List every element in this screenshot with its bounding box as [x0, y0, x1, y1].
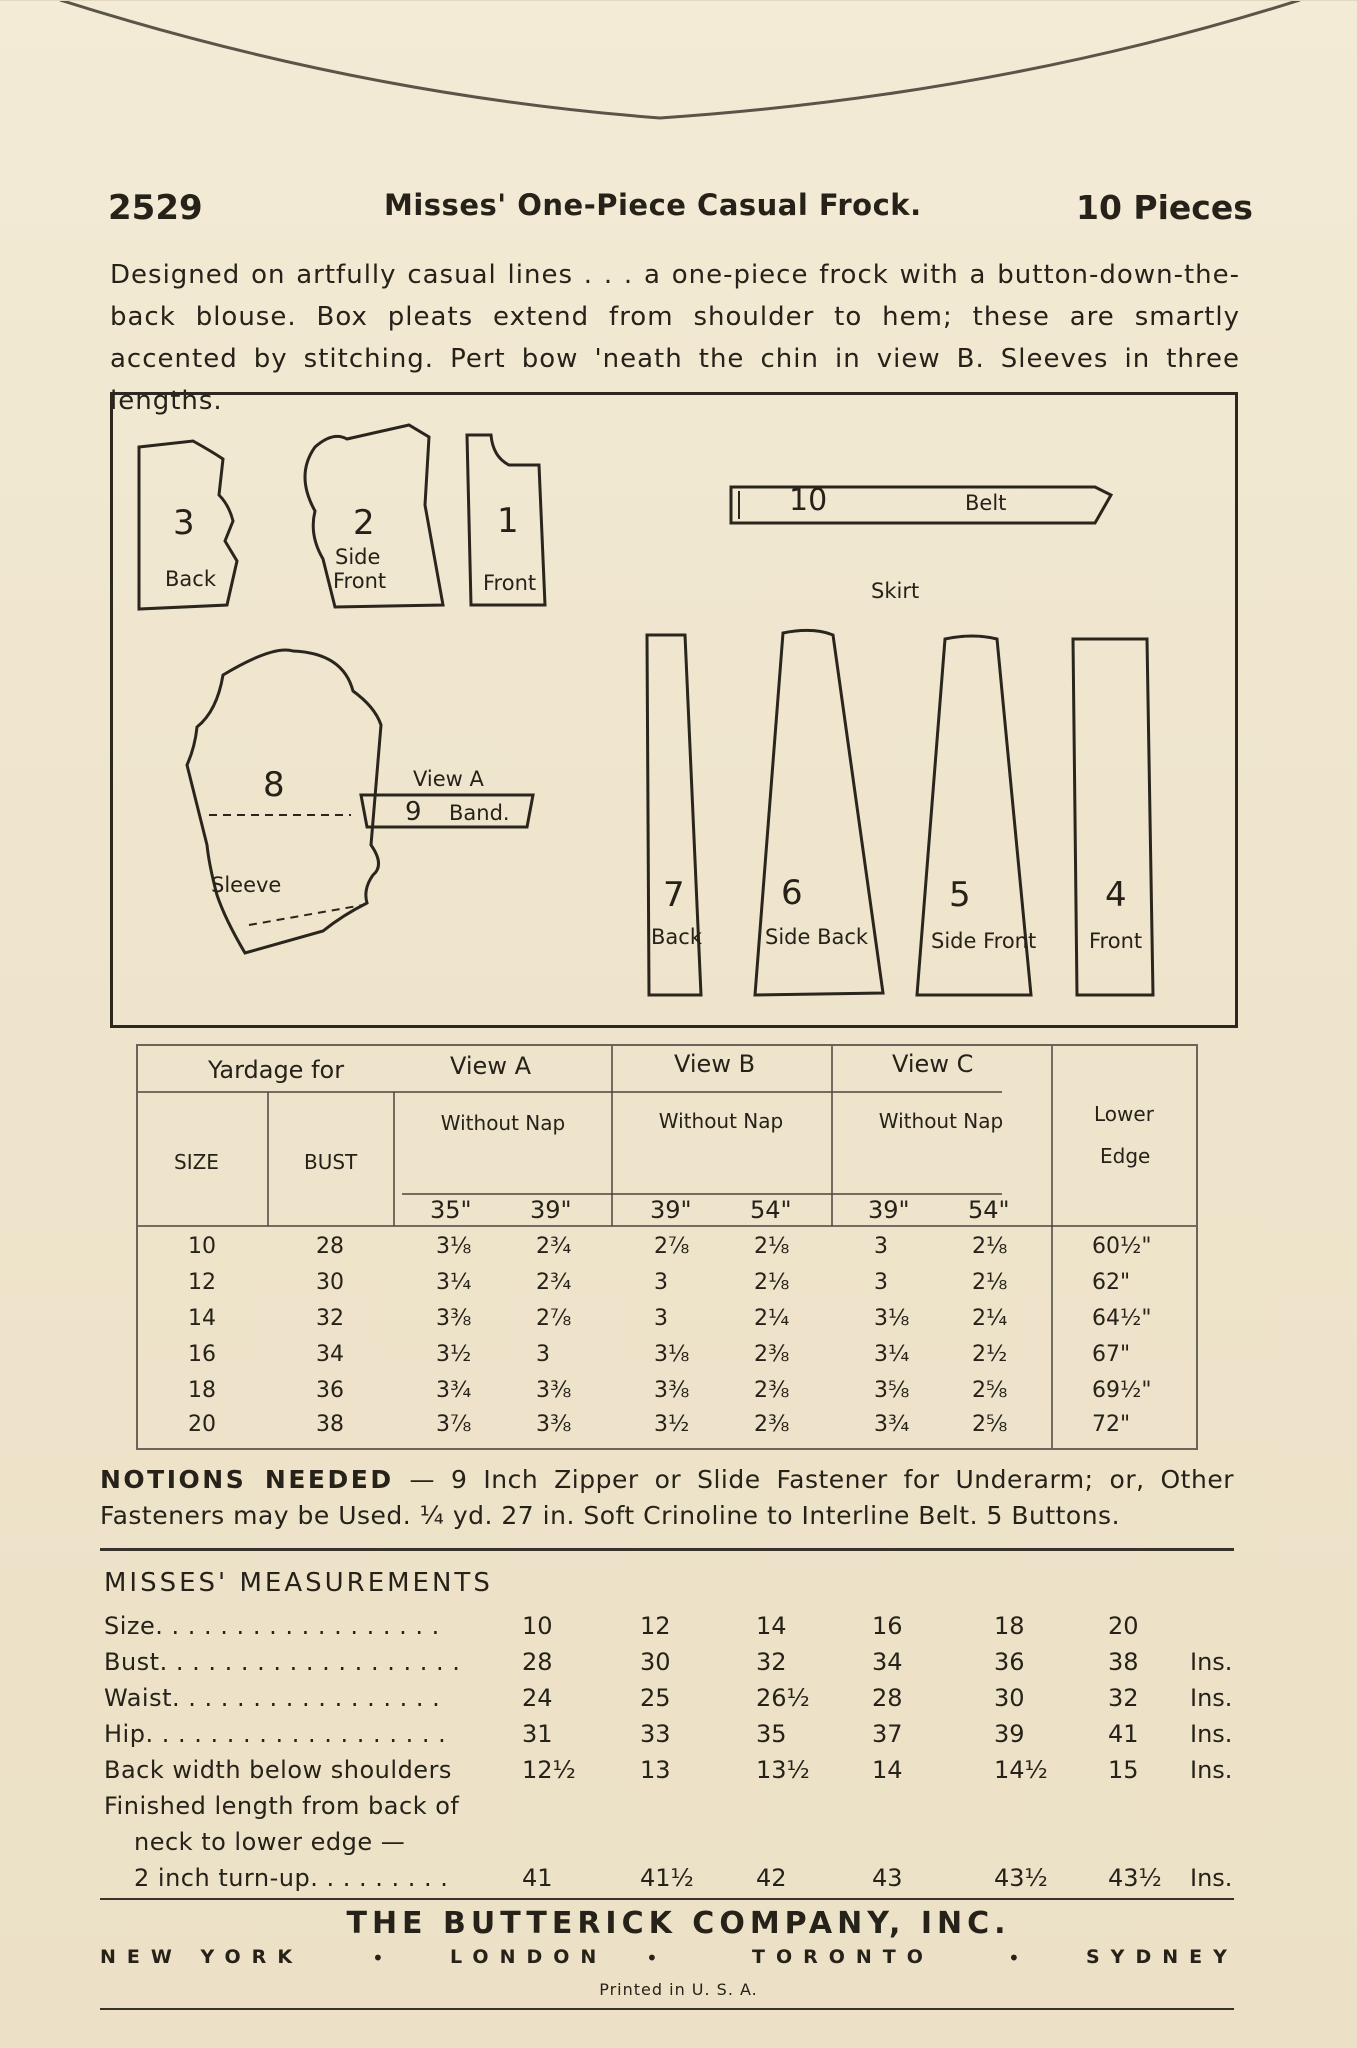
cell-bust: 32: [316, 1306, 344, 1331]
cell-c1: 3⅝: [874, 1378, 910, 1403]
yardage-table: [136, 1044, 1198, 1450]
measurement-value: 12: [640, 1612, 671, 1640]
cell-size: 10: [188, 1234, 216, 1259]
cell-b1: 3: [654, 1270, 668, 1295]
piece-belt-label: Belt: [965, 491, 1007, 515]
cell-b2: 2⅜: [754, 1378, 790, 1403]
city-toronto: TORONTO: [752, 1946, 934, 1968]
city-separator: •: [1008, 1946, 1020, 1970]
measurement-unit: Ins.: [1190, 1648, 1233, 1676]
cell-b2: 2⅜: [754, 1412, 790, 1437]
cell-lower-edge: 64½": [1092, 1306, 1152, 1331]
cell-size: 14: [188, 1306, 216, 1331]
piece-front-number: 1: [497, 501, 519, 541]
measurement-value: 33: [640, 1720, 671, 1748]
measurement-unit: Ins.: [1190, 1756, 1233, 1784]
piece-side-front-number: 2: [353, 503, 375, 543]
cell-a2: 2¾: [536, 1270, 572, 1295]
piece-skirt-side-back-number: 6: [781, 873, 803, 913]
measurement-label: Waist. . . . . . . . . . . . . . . . .: [104, 1684, 441, 1712]
divider: [100, 2008, 1234, 2010]
view-b-header: View B: [674, 1050, 756, 1078]
cell-b2: 2⅜: [754, 1342, 790, 1367]
cell-c1: 3¾: [874, 1412, 910, 1437]
cell-a2: 2⅞: [536, 1306, 572, 1331]
size-column-header: SIZE: [174, 1150, 219, 1174]
cell-b1: 3: [654, 1306, 668, 1331]
pattern-title: Misses' One-Piece Casual Frock.: [384, 188, 922, 222]
cell-a1: 3¾: [436, 1378, 472, 1403]
skirt-group-label: Skirt: [871, 579, 920, 603]
pattern-number: 2529: [108, 188, 203, 228]
envelope-flap-fold: [0, 0, 1357, 140]
measurement-label: Hip. . . . . . . . . . . . . . . . . . .: [104, 1720, 447, 1748]
width-a2: 39": [530, 1196, 572, 1224]
cell-b2: 2⅛: [754, 1234, 790, 1259]
measurement-unit: Ins.: [1190, 1720, 1233, 1748]
printed-in-usa: Printed in U. S. A.: [599, 1980, 758, 1999]
measurement-value: 32: [1108, 1684, 1139, 1712]
measurement-value: 28: [872, 1684, 903, 1712]
cell-b1: 3½: [654, 1412, 690, 1437]
lower-edge-header-2: Edge: [1100, 1144, 1151, 1168]
measurement-value: 31: [522, 1720, 553, 1748]
cell-a1: 3⅞: [436, 1412, 472, 1437]
cell-c1: 3¼: [874, 1342, 910, 1367]
cell-c1: 3: [874, 1234, 888, 1259]
piece-back-number: 3: [173, 503, 195, 543]
cell-bust: 34: [316, 1342, 344, 1367]
width-b1: 39": [650, 1196, 692, 1224]
view-a-header: View A: [450, 1052, 531, 1080]
measurement-value: 36: [994, 1648, 1025, 1676]
cell-a1: 3½: [436, 1342, 472, 1367]
cell-a2: 3⅜: [536, 1412, 572, 1437]
measurement-value: 14½: [994, 1756, 1048, 1784]
measurement-value: 25: [640, 1684, 671, 1712]
cell-a1: 3⅛: [436, 1234, 472, 1259]
view-c-header: View C: [892, 1050, 974, 1078]
cell-lower-edge: 67": [1092, 1342, 1131, 1367]
measurement-value: 20: [1108, 1612, 1139, 1640]
measurement-value: 32: [756, 1648, 787, 1676]
cell-c2: 2⅝: [972, 1412, 1008, 1437]
cell-c2: 2½: [972, 1342, 1008, 1367]
measurement-value: 41: [1108, 1720, 1139, 1748]
notions-needed: [100, 1462, 1234, 1534]
piece-skirt-side-front-label: Side Front: [931, 929, 1037, 953]
width-a1: 35": [430, 1196, 472, 1224]
measurement-value: 30: [994, 1684, 1025, 1712]
pattern-description: Designed on artfully casual lines . . . a one-piece frock with a button-down-the-back blouse. Box pleats extend from shoulder to hem; these are smartly accented by stitching. Pert bow 'neath the chin in view B. Sleeves in three lengths.: [110, 260, 1240, 416]
measurement-value: 38: [1108, 1648, 1139, 1676]
measurement-unit: Ins.: [1190, 1864, 1233, 1892]
view-a-label: View A: [413, 767, 484, 791]
piece-side-front-label-1: Side: [335, 545, 381, 569]
measurement-label-line-3: 2 inch turn-up. . . . . . . . .: [134, 1864, 449, 1892]
cell-a2: 2¾: [536, 1234, 572, 1259]
measurement-value: 43½: [1108, 1864, 1162, 1892]
measurement-value: 37: [872, 1720, 903, 1748]
cell-lower-edge: 62": [1092, 1270, 1131, 1295]
piece-belt-outline: [731, 487, 1111, 523]
measurement-value: 42: [756, 1864, 787, 1892]
measurement-value: 10: [522, 1612, 553, 1640]
view-c-nap: Without Nap: [878, 1109, 1004, 1133]
measurement-label-line-1: Finished length from back of: [104, 1792, 460, 1820]
city-london: LONDON: [450, 1946, 608, 1968]
notions-heading: NOTIONS NEEDED: [100, 1465, 394, 1494]
view-a-nap: Without Nap: [440, 1111, 566, 1135]
divider: [100, 1898, 1234, 1900]
measurement-value: 30: [640, 1648, 671, 1676]
measurement-value: 34: [872, 1648, 903, 1676]
piece-skirt-front-label: Front: [1089, 929, 1143, 953]
cell-c1: 3: [874, 1270, 888, 1295]
cell-b1: 3⅜: [654, 1378, 690, 1403]
view-b-nap: Without Nap: [658, 1109, 784, 1133]
measurements-heading: MISSES' MEASUREMENTS: [104, 1568, 493, 1598]
cell-lower-edge: 72": [1092, 1412, 1131, 1437]
measurement-value: 24: [522, 1684, 553, 1712]
piece-skirt-side-back-label: Side Back: [765, 925, 869, 949]
cell-c1: 3⅛: [874, 1306, 910, 1331]
cell-a2: 3⅜: [536, 1378, 572, 1403]
measurement-value: 41: [522, 1864, 553, 1892]
measurement-label: Bust. . . . . . . . . . . . . . . . . . .: [104, 1648, 461, 1676]
cell-bust: 36: [316, 1378, 344, 1403]
measurement-value: 14: [756, 1612, 787, 1640]
cell-size: 16: [188, 1342, 216, 1367]
pattern-pieces-diagram: [110, 392, 1238, 1028]
measurement-unit: Ins.: [1190, 1684, 1233, 1712]
width-c2: 54": [968, 1196, 1010, 1224]
measurement-value: 43½: [994, 1864, 1048, 1892]
bust-column-header: BUST: [304, 1150, 358, 1174]
measurement-value: 28: [522, 1648, 553, 1676]
measurement-value: 15: [1108, 1756, 1139, 1784]
width-c1: 39": [868, 1196, 910, 1224]
cell-bust: 38: [316, 1412, 344, 1437]
cell-lower-edge: 60½": [1092, 1234, 1152, 1259]
piece-skirt-back-label: Back: [651, 925, 702, 949]
piece-band-number: 9: [405, 797, 422, 827]
company-name: THE BUTTERICK COMPANY, INC.: [346, 1906, 1011, 1941]
piece-sleeve-number: 8: [263, 765, 285, 805]
cell-size: 18: [188, 1378, 216, 1403]
city-new-york: NEW YORK: [100, 1946, 304, 1968]
piece-back-label: Back: [165, 567, 216, 591]
measurement-value: 35: [756, 1720, 787, 1748]
yardage-title: Yardage for: [208, 1056, 345, 1084]
cell-a2: 3: [536, 1342, 550, 1367]
measurement-value: 13½: [756, 1756, 810, 1784]
cell-b2: 2⅛: [754, 1270, 790, 1295]
cell-a1: 3⅜: [436, 1306, 472, 1331]
city-separator: •: [646, 1946, 658, 1970]
lower-edge-header-1: Lower: [1094, 1102, 1154, 1126]
measurement-value: 13: [640, 1756, 671, 1784]
city-sydney: SYDNEY: [1086, 1946, 1238, 1968]
measurement-value: 18: [994, 1612, 1025, 1640]
cell-size: 20: [188, 1412, 216, 1437]
measurement-value: 12½: [522, 1756, 576, 1784]
piece-skirt-back-number: 7: [663, 875, 685, 915]
measurement-label-line-2: neck to lower edge —: [134, 1828, 406, 1856]
cell-c2: 2¼: [972, 1306, 1008, 1331]
width-b2: 54": [750, 1196, 792, 1224]
cell-b2: 2¼: [754, 1306, 790, 1331]
piece-side-front-label-2: Front: [333, 569, 387, 593]
cell-lower-edge: 69½": [1092, 1378, 1152, 1403]
measurement-label: Size. . . . . . . . . . . . . . . . . .: [104, 1612, 440, 1640]
piece-skirt-front-number: 4: [1105, 875, 1127, 915]
piece-belt-number: 10: [789, 483, 828, 518]
cell-b1: 3⅛: [654, 1342, 690, 1367]
cell-bust: 30: [316, 1270, 344, 1295]
piece-skirt-side-front-number: 5: [949, 875, 971, 915]
cell-bust: 28: [316, 1234, 344, 1259]
cell-size: 12: [188, 1270, 216, 1295]
measurement-value: 14: [872, 1756, 903, 1784]
piece-count: 10 Pieces: [1076, 188, 1253, 227]
measurement-label: Back width below shoulders: [104, 1756, 452, 1784]
measurement-value: 43: [872, 1864, 903, 1892]
notions-text: — 9 Inch Zipper or Slide Fastener for Underarm; or, Other Fasteners may be Used. ¼ yd. 27 in. Soft Crinoline to Interline Belt. 5 Buttons.: [100, 1465, 1234, 1530]
piece-sleeve-label: Sleeve: [211, 873, 282, 897]
cell-c2: 2⅝: [972, 1378, 1008, 1403]
divider: [100, 1548, 1234, 1551]
cell-a1: 3¼: [436, 1270, 472, 1295]
city-separator: •: [372, 1946, 384, 1970]
piece-front-label: Front: [483, 571, 537, 595]
cell-b1: 2⅞: [654, 1234, 690, 1259]
measurement-value: 26½: [756, 1684, 810, 1712]
cell-c2: 2⅛: [972, 1270, 1008, 1295]
measurement-value: 41½: [640, 1864, 694, 1892]
measurement-value: 16: [872, 1612, 903, 1640]
cell-c2: 2⅛: [972, 1234, 1008, 1259]
measurement-value: 39: [994, 1720, 1025, 1748]
piece-band-label: Band.: [449, 801, 510, 825]
